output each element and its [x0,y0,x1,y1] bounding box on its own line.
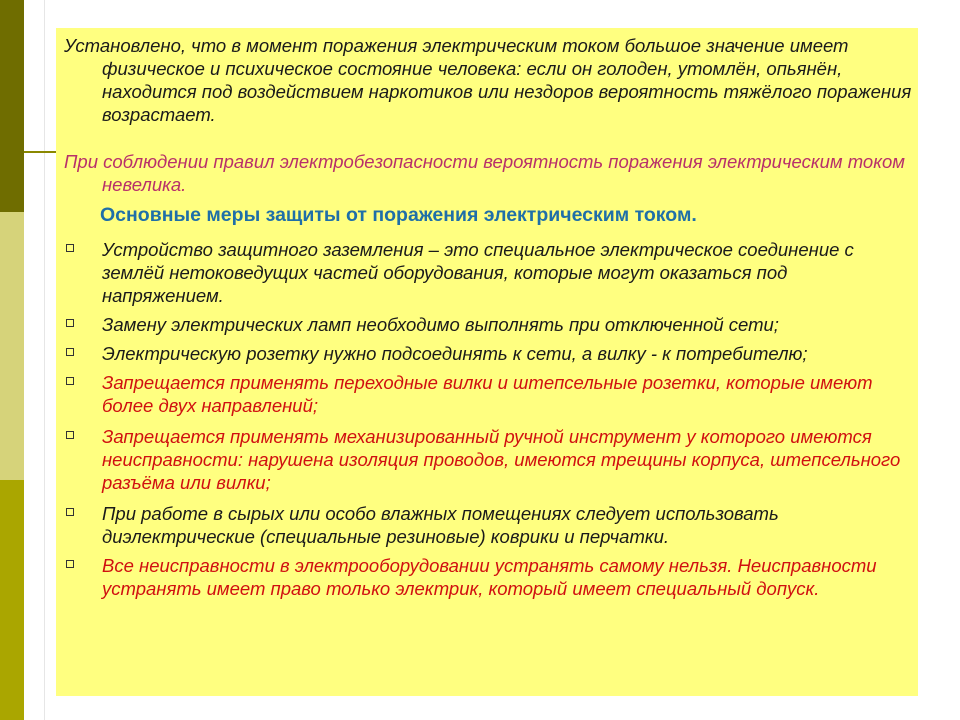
decor-vertical-line [44,0,45,720]
list-item [64,502,912,548]
hollow-square-bullet-icon [66,348,74,356]
list-item [64,425,912,494]
hollow-square-bullet-icon [66,560,74,568]
list-item-text: Все неисправности в электрооборудовании устранять самому нельзя. Неисправности устранять имеет право только электрик, который имеет специальный допуск. [102,555,877,599]
list-item [64,238,912,307]
list-item [64,554,912,600]
list-item-text: При работе в сырых или особо влажных помещениях следует использовать диэлектрические (специальные резиновые) коврики и перчатки. [102,503,779,547]
hollow-square-bullet-icon [66,377,74,385]
list-item-text: Устройство защитного заземления – это специальное электрическое соединение с землёй нетоковедущих частей оборудования, которые могут оказаться под напряжением. [102,239,854,306]
list-item-text: Запрещается применять механизированный ручной инструмент у которого имеются неисправности: нарушена изоляция проводов, имеются трещины корпуса, штепсельного разъёма или вилки; [102,426,901,493]
list-item [64,313,912,336]
measures-list [64,238,912,600]
intro-paragraph: Установлено, что в момент поражения электрическим током большое значение имеет физическое и психическое состояние человека: если он голоден, утомлён, опьянён, находится под воздействием наркотиков или нездоров вероятность тяжёлого поражения возрастает. [64,35,912,125]
section-heading: Основные меры защиты от поражения электрическим током. [100,204,697,226]
list-item-text: Электрическую розетку нужно подсоединять к сети, а вилку - к потребителю; [102,343,808,364]
hollow-square-bullet-icon [66,508,74,516]
hollow-square-bullet-icon [66,244,74,252]
decor-stripe-middle [0,212,24,480]
note-paragraph: При соблюдении правил электробезопасности вероятность поражения электрическим током невелика. [64,151,905,195]
list-item-text: Запрещается применять переходные вилки и штепсельные розетки, которые имеют более двух направлений; [102,372,873,416]
hollow-square-bullet-icon [66,431,74,439]
decor-stripe-bottom [0,480,24,720]
list-item [64,371,912,417]
hollow-square-bullet-icon [66,319,74,327]
list-item-text: Замену электрических ламп необходимо выполнять при отключенной сети; [102,314,779,335]
decor-stripe-top [0,0,24,212]
decor-horizontal-line [24,151,56,153]
slide-content [64,34,912,608]
list-item [64,342,912,365]
